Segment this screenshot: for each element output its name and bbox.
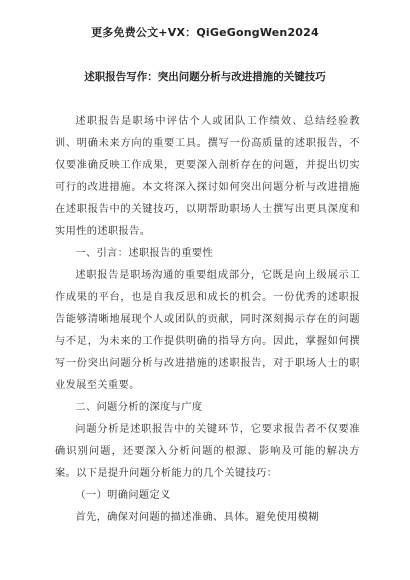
document-body [55, 111, 360, 529]
subsection-1-paragraph: 首先，确保对问题的描述准确、具体。避免使用模糊 [75, 512, 319, 523]
intro-paragraph: 述职报告是职场中评估个人或团队工作绩效、总结经验教训、明确未来方向的重要工具。撰写一份高质量的述职报告，不仅要准确反映工作成果，更要深入剖析存在的问题，并提出切实可行的改进措施。本文将深入探讨如何突出问题分析与改进措施在述职报告中的关键技巧，以期帮助职场人士撰写出更具深度和实用性的述职报告。 [55, 116, 360, 237]
page-header: 更多免费公文+VX：QiGeGongWen2024 [91, 26, 319, 39]
section-heading-1: 一、引言：述职报告的重要性 [75, 248, 214, 259]
section-1-paragraph: 述职报告是职场沟通的重要组成部分，它既是向上级展示工作成果的平台，也是自我反思和成长的机会。一份优秀的述职报告能够清晰地展现个人或团队的贡献，同时深刻揭示存在的问题与不足，为未来的工作提供明确的指导方向。因此，掌握如何撰写一份突出问题分析与改进措施的述职报告，对于职场人士的职业发展至关重要。 [55, 270, 360, 391]
section-heading-2: 二、问题分析的深度与广度 [75, 402, 203, 413]
document-title: 述职报告写作：突出问题分析与改进措施的关键技巧 [84, 71, 326, 83]
subsection-heading-1: （一）明确问题定义 [75, 490, 171, 501]
section-2-paragraph: 问题分析是述职报告中的关键环节，它要求报告者不仅要准确识别问题，还要深入分析问题的根源、影响及可能的解决方案。以下是提升问题分析能力的几个关键技巧： [55, 424, 360, 479]
